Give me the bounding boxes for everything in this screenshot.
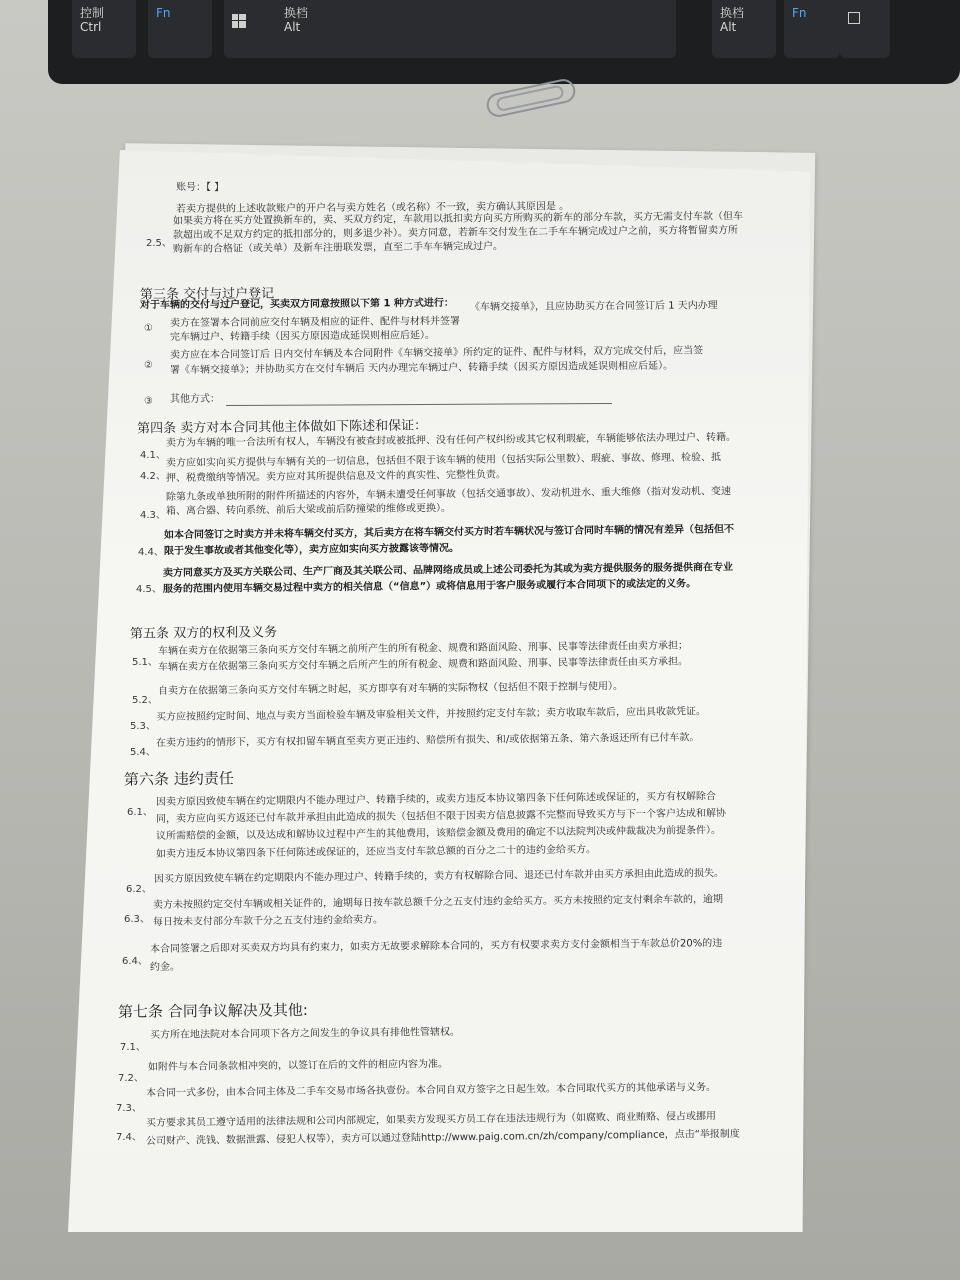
clause-4-4-number: 4.4、 — [138, 547, 164, 558]
clause-7-1-line: 买方所在地法院对本合同项下各方之间发生的争议具有排他性管辖权。 — [149, 1026, 461, 1041]
clause-5-1-line: 车辆在卖方在依据第三条向买方交付车辆之前所产生的所有税金、规费和路面风险、刑事、民事等法律责任由卖方承担； — [157, 640, 689, 657]
clause-7-2-number: 7.2、 — [118, 1073, 144, 1084]
option-3-marker: ③ — [144, 396, 153, 407]
clause-7-2-line: 如附件与本合同条款相冲突的，以签订在后的文件的相应内容为准。 — [147, 1058, 449, 1073]
clause-4-3-line: 箱、离合器、转向系统、前后大梁或前后防撞梁的维修或更换）。 — [165, 503, 452, 517]
clause-4-4-line: 限于发生事故或者其他变化等），卖方应如实向买方披露该等情况。 — [163, 542, 460, 557]
article-7-title: 第七条 合同争议解决及其他: — [117, 1001, 308, 1021]
option-3-blank — [226, 403, 612, 406]
option-1-line: 卖方在签署本合同前应交付车辆及相应的证件、配件与材料并签署 — [169, 315, 461, 329]
clause-7-1-number: 7.1、 — [120, 1042, 146, 1053]
clause-6-3-line: 每日按未支付部分车款千分之五支付违约金给卖方。 — [152, 914, 384, 928]
option-1-line: 完车辆过户、转籍手续（因买方原因造成延误则相应后延）。 — [169, 330, 436, 343]
clause-4-5-line: 卖方同意买方及买方关联公司、生产厂商及其关联公司、品牌网络成员或上述公司委托为其或为卖方提供服务的服务提供商在专业 — [162, 562, 734, 579]
article-5-title: 第五条 双方的权利及义务 — [129, 625, 278, 642]
clause-6-4-number: 6.4、 — [122, 956, 148, 967]
option-1-marker: ① — [144, 323, 153, 334]
clause-6-1-number: 6.1、 — [127, 807, 153, 818]
clause-7-4-line: 公司财产、洗钱、数据泄露、侵犯人权等），卖方可以通过登陆http://www.paig.com.cn/zh/company/compliance，点击“举报制度 — [145, 1128, 740, 1147]
account-line: 账号：【 】 — [175, 182, 225, 194]
clause-7-4-line: 买方要求其员工遵守适用的法律法规和公司内部规定，如果卖方发现买方员工存在违法违规行为（如腐败、商业贿赂、侵占或挪用 — [145, 1111, 717, 1129]
clause-4-3-number: 4.3、 — [140, 510, 166, 521]
name-mismatch-line: 若卖方提供的上述收款账户的开户名与卖方姓名（或名称）不一致，卖方确认其原因是 。 — [175, 201, 570, 215]
clause-5-1-line: 车辆在卖方在依据第三条向买方交付车辆之后所产生的所有税金、规费和路面风险、刑事、民事等法律责任由买方承担。 — [157, 656, 689, 673]
clause-6-1-line: 议所需赔偿的金额，以及达成和解协议过程中产生的其他费用，该赔偿金额及费用的确定不以法院判决或仲裁裁决为前提条件）。 — [155, 825, 722, 842]
clause-6-3-line: 卖方未按照约定交付车辆或相关证件的，逾期每日按车款总额千分之五支付违约金给买方。买方未按照约定支付剩余车款的，逾期 — [152, 894, 724, 911]
key-alt-right-label: 换档 Alt — [720, 6, 745, 34]
clause-4-5-number: 4.5、 — [136, 584, 162, 595]
clause-4-3-line: 除第九条或单独所附的附件所描述的内容外，车辆未遭受任何事故（包括交通事故）、发动机进水、重大维修（指对发动机、变速 — [165, 486, 732, 503]
key-fn-right-label: Fn — [792, 6, 807, 20]
clause-5-4-line: 在卖方违约的情形下，买方有权扣留车辆直至卖方更正违约、赔偿所有损失、和/或依据第五条、第六条返还所有已付车款。 — [155, 732, 700, 749]
clause-4-4-line: 如本合同签订之时卖方并未将车辆交付买方，其后卖方在将车辆交付买方时若车辆状况与签订合同时车辆的情况有差异（包括但不 — [163, 524, 735, 541]
clause-4-2-number: 4.2、 — [140, 471, 166, 482]
clause-7-3-line: 本合同一式多份，由本合同主体及二手车交易市场各执壹份。本合同自双方签字之日起生效。本合同取代买方的其他承诺与义务。 — [145, 1082, 717, 1099]
clause-6-1-line: 如卖方违反本协议第四条下任何陈述或保证的，还应当支付车款总额的百分之二十的违约金给买方。 — [155, 844, 597, 860]
clause-4-1-number: 4.1、 — [140, 450, 166, 461]
clause-6-4-line: 约金。 — [149, 961, 181, 973]
clause-5-2-line: 自卖方在依据第三条向买方交付车辆之时起，买方即享有对车辆的实际物权（包括但不限于控制与使用）。 — [157, 681, 624, 697]
option-2-line: 卖方应在本合同签订后 日内交付车辆及本合同附件《车辆交接单》所约定的证件、配件与材料，双方完成交付后，应当签 — [169, 345, 704, 361]
option-2-line: 署《车辆交接单》；并协助买方在交付车辆后 天内办理完车辆过户、转籍手续（因买方原因造成延误则相应后延）。 — [169, 360, 674, 376]
clause-2-5-line: 如果卖方将在买方处置换新车的，卖、买双方约定，车款用以抵扣卖方向买方所购买的新车的部分车款，买方无需支付车款（但车 — [172, 211, 744, 227]
clause-4-5-line: 服务的范围内使用车辆交易过程中卖方的相关信息（“信息”）或将信息用于客户服务或履行本合同项下的或法定的义务。 — [162, 578, 697, 595]
clause-7-3-number: 7.3、 — [116, 1103, 142, 1114]
clause-2-5-line: 购新车的合格证（或关单）及新车注册联发票，直至二手车车辆完成过户。 — [172, 241, 504, 255]
clause-4-1-line: 卖方为车辆的唯一合法所有权人，车辆没有被查封或被抵押、没有任何产权纠纷或其它权利瑕疵，车辆能够依法办理过户、转籍。 — [165, 432, 737, 449]
article-6-title: 第六条 违约责任 — [123, 769, 234, 789]
clause-4-2-line: 卖方应如实向买方提供与车辆有关的一切信息，包括但不限于该车辆的使用（包括实际公里数）、瑕疵、事故、修理、检验、抵 — [165, 452, 722, 469]
clause-5-3-number: 5.3、 — [130, 721, 156, 732]
clause-6-4-line: 本合同签署之后即对买卖双方均具有约束力，如卖方无故要求解除本合同的，买方有权要求卖方支付金额相当于车款总价20%的违 — [149, 938, 723, 955]
article-3-intro-tail: 《车辆交接单》，且应协助买方在合同签订后 1 天内办理 — [469, 300, 718, 313]
clause-5-1-number: 5.1、 — [132, 657, 158, 668]
key-alt-left-label: 换档 Alt — [284, 6, 309, 34]
clause-6-2-line: 因买方原因致使车辆在约定期限内不能办理过户、转籍手续的，卖方有权解除合同、退还已付车款并由买方承担由此造成的损失。 — [153, 868, 725, 885]
clause-2-5-number: 2.5、 — [146, 238, 172, 249]
clause-2-5-line: 款超出或不足双方约定的抵扣部分的，则多退少补）。卖方同意，若新车交付发生在二手车车辆完成过户之前，买方将暂留卖方所 — [172, 225, 739, 241]
clause-6-1-line: 同，卖方应向买方返还已付车款并承担由此造成的损失（包括但不限于因卖方信息披露不完整而导致买方与下一个客户达成和解协 — [155, 808, 727, 825]
clause-6-3-number: 6.3、 — [124, 914, 150, 925]
article-3-intro: 对于车辆的交付与过户登记，买卖双方同意按照以下第 1 种方式进行： — [139, 297, 454, 311]
clause-5-2-number: 5.2、 — [132, 695, 158, 706]
clause-5-4-number: 5.4、 — [130, 747, 156, 758]
article-3-title: 第三条 交付与过户登记 — [139, 286, 275, 303]
option-3-line: 其他方式： — [170, 394, 220, 405]
clause-6-1-line: 因卖方原因致使车辆在约定期限内不能办理过户、转籍手续的，或卖方违反本协议第四条下任何陈述或保证的，买方有权解除合 — [155, 791, 717, 808]
article-4-title: 第四条 卖方对本合同其他主体做如下陈述和保证： — [136, 418, 428, 437]
key-fn-left-label: Fn — [156, 6, 171, 20]
clause-5-3-line: 买方应按照约定时间、地点与卖方当面检验车辆及审验相关文件，并按照约定支付车款；卖方收取车款后，应出具收款凭证。 — [155, 706, 707, 723]
key-ctrl-label: 控制 Ctrl — [80, 6, 105, 34]
clause-4-2-line: 押、税费缴纳等情况。卖方应对其所提供信息及文件的真实性、完整性负责。 — [165, 469, 507, 484]
clause-6-2-number: 6.2、 — [126, 884, 152, 895]
option-2-marker: ② — [144, 360, 153, 371]
clause-7-4-number: 7.4、 — [116, 1132, 142, 1143]
